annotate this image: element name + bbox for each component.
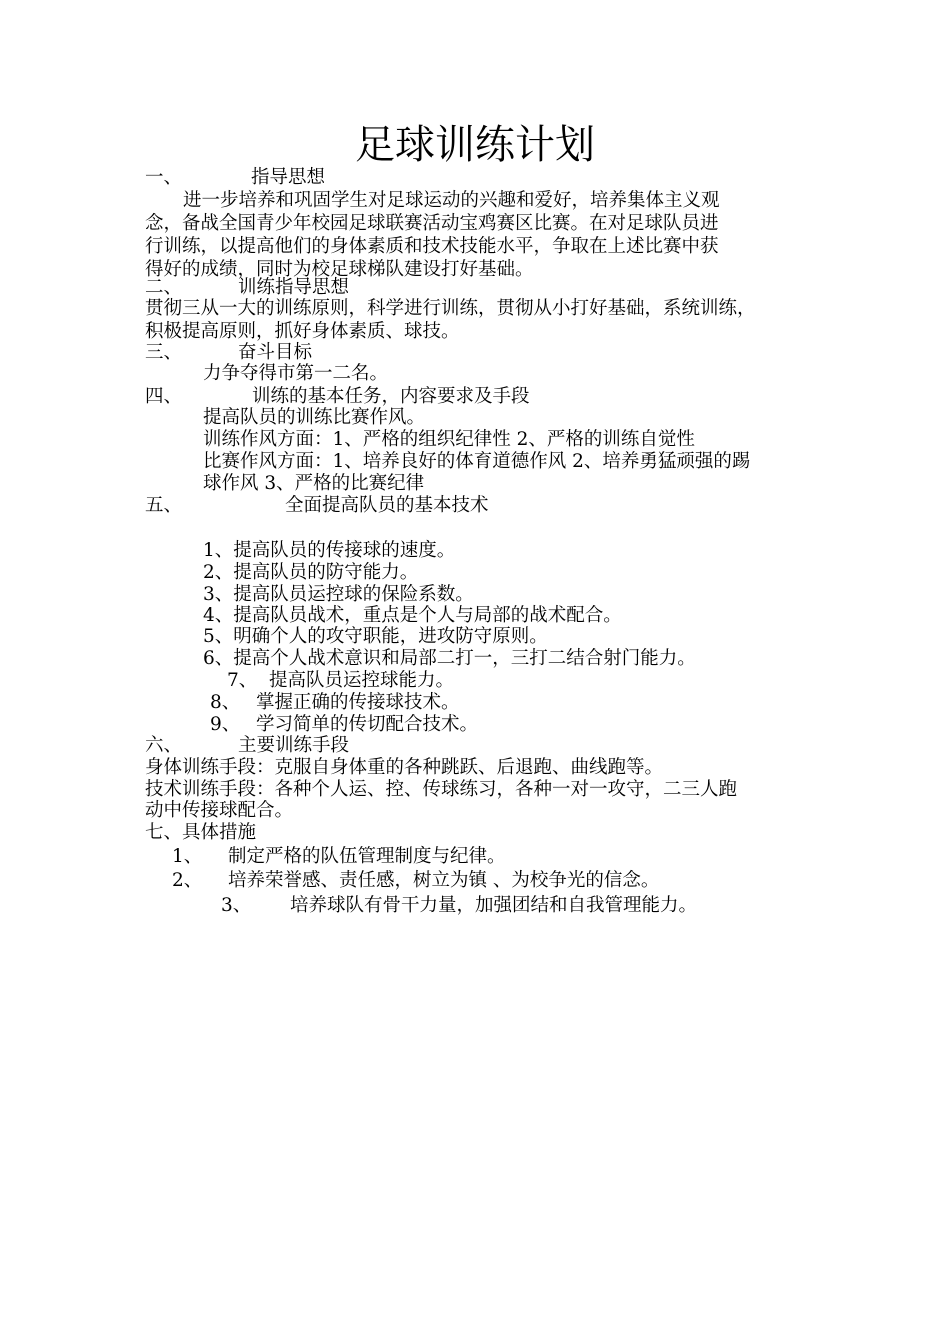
section-4-title: 训练的基本任务，内容要求及手段: [252, 386, 530, 407]
section-1-number: 一、: [145, 167, 183, 188]
section-3-number: 三、: [145, 342, 183, 363]
section-1-heading: [145, 166, 325, 189]
section-6-para-line: 技术训练手段：各种个人运、控、传球练习，各种一对一攻守，二三人跑: [145, 779, 738, 800]
list-item-number: 2、: [172, 870, 203, 891]
section-3-heading: [145, 341, 312, 364]
section-6-title: 主要训练手段: [238, 735, 350, 756]
section-1-para-line: 进一步培养和巩固学生对足球运动的兴趣和爱好，培养集体主义观: [183, 190, 720, 211]
list-item: [172, 869, 659, 892]
list-item-text: 培养球队有骨干力量，加强团结和自我管理能力。: [290, 895, 698, 916]
section-4-para-line: 训练作风方面：1、严格的组织纪律性 2、严格的训练自觉性: [203, 429, 695, 450]
list-item-number: 7、: [227, 670, 258, 691]
section-1-para-line: 得好的成绩，同时为校足球梯队建设打好基础。: [145, 259, 534, 280]
section-1-para-line: 念，备战全国青少年校园足球联赛活动宝鸡赛区比赛。在对足球队员进: [145, 213, 719, 234]
list-item-number: 3、: [221, 895, 252, 916]
list-item-text: 掌握正确的传接球技术。: [256, 692, 460, 713]
list-item: 2、提高队员的防守能力。: [203, 562, 419, 583]
section-6-para-line: 身体训练手段：克服自身体重的各种跳跃、后退跑、曲线跑等。: [145, 757, 664, 778]
section-3-title: 奋斗目标: [238, 342, 313, 363]
section-5-number: 五、: [145, 495, 183, 516]
section-7-heading: 七、具体措施: [145, 822, 257, 843]
list-item: 3、提高队员运控球的保险系数。: [203, 584, 474, 605]
section-5-title: 全面提高队员的基本技术: [285, 495, 489, 516]
section-6-number: 六、: [145, 735, 183, 756]
list-item: 1、提高队员的传接球的速度。: [203, 540, 456, 561]
list-item: [172, 845, 506, 868]
section-3-para-line: 力争夺得市第一二名。: [203, 363, 389, 384]
section-4-number: 四、: [145, 386, 183, 407]
list-item-number: 1、: [172, 846, 203, 867]
section-4-para-line: 提高队员的训练比赛作风。: [203, 407, 426, 428]
list-item-text: 提高队员运控球能力。: [269, 670, 455, 691]
list-item: [221, 894, 697, 917]
list-item: [227, 669, 454, 692]
section-5-heading: [145, 494, 489, 517]
section-6-heading: [145, 734, 349, 757]
list-item-number: 9、: [210, 714, 241, 735]
section-6-para-line: 动中传接球配合。: [145, 800, 294, 821]
list-item: [210, 713, 478, 736]
list-item: [210, 691, 460, 714]
section-4-heading: [145, 385, 530, 408]
section-1-para-line: 行训练，以提高他们的身体素质和技术技能水平，争取在上述比赛中获: [145, 236, 719, 257]
section-2-number: 二、: [145, 277, 183, 298]
document-title: 足球训练计划: [355, 122, 595, 168]
list-item-number: 8、: [210, 692, 241, 713]
list-item: 4、提高队员战术，重点是个人与局部的战术配合。: [203, 605, 622, 626]
section-2-title: 训练指导思想: [238, 277, 350, 298]
list-item: 6、提高个人战术意识和局部二打一，三打二结合射门能力。: [203, 648, 696, 669]
section-4-para-line: 球作风 3、严格的比赛纪律: [203, 473, 425, 494]
list-item-text: 制定严格的队伍管理制度与纪律。: [228, 846, 506, 867]
list-item-text: 培养荣誉感、责任感，树立为镇 、为校争光的信念。: [228, 870, 660, 891]
list-item: 5、明确个人的攻守职能，进攻防守原则。: [203, 626, 548, 647]
section-2-heading: [145, 276, 349, 299]
list-item-text: 学习简单的传切配合技术。: [256, 714, 479, 735]
section-4-para-line: 比赛作风方面：1、培养良好的体育道德作风 2、培养勇猛顽强的踢: [203, 451, 751, 472]
section-2-para-line: 积极提高原则，抓好身体素质、球技。: [145, 321, 460, 342]
section-1-title: 指导思想: [251, 167, 326, 188]
section-2-para-line: 贯彻三从一大的训练原则，科学进行训练，贯彻从小打好基础，系统训练，: [145, 298, 756, 319]
